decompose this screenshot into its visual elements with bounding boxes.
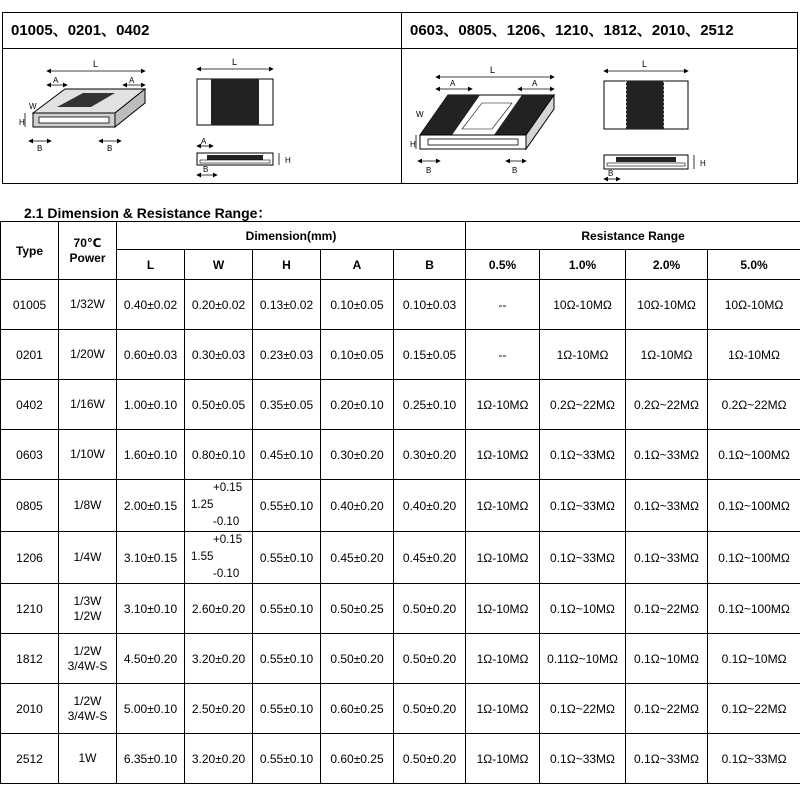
tol-header-0-5: 0.5% [466,250,540,280]
res-1-0-cell: 1Ω-10MΩ [540,330,626,380]
table-row [1,280,800,330]
dim-a-cell: 0.50±0.25 [321,584,394,634]
table-subheader-row [1,250,800,280]
large-package-drawing [402,49,797,183]
dim-w-cell: 0.20±0.02 [185,280,253,330]
res-0-5-cell: 1Ω-10MΩ [466,480,540,532]
dim-w-minus-tol: -0.10 [213,516,240,528]
dim-h-cell: 0.13±0.02 [253,280,321,330]
dim-l-cell: 6.35±0.10 [117,734,185,784]
dim-b-cell: 0.25±0.10 [394,380,466,430]
res-2-0-cell: 0.1Ω~33MΩ [626,734,708,784]
power-value: 1/32W [70,297,105,311]
svg-text:A: A [201,137,207,146]
dimension-resistance-table [0,221,800,784]
svg-text:L: L [642,59,648,69]
power-value: 1W [78,751,97,765]
small-package-title: 01005、0201、0402 [3,13,401,49]
small-chip-diagram [3,49,399,183]
res-0-5-cell: 1Ω-10MΩ [466,684,540,734]
large-chip-diagram [402,49,798,183]
svg-text:B: B [512,166,518,175]
res-5-0-cell: 1Ω-10MΩ [708,330,800,380]
small-package-panel [3,13,402,183]
power-cell [59,584,117,634]
power-value: 1/2W [73,643,102,658]
dim-a-cell: 0.20±0.10 [321,380,394,430]
res-0-5-cell: 1Ω-10MΩ [466,634,540,684]
type-cell: 0805 [1,480,59,532]
res-2-0-cell: 0.1Ω~22MΩ [626,584,708,634]
dim-w-minus-tol: -0.10 [213,568,240,580]
type-cell: 01005 [1,280,59,330]
svg-text:H: H [285,156,291,165]
table-row [1,584,800,634]
power-cell [59,634,117,684]
res-2-0-cell: 1Ω-10MΩ [626,330,708,380]
section-title: 2.1 Dimension & Resistance Range： [24,205,272,221]
res-0-5-cell: 1Ω-10MΩ [466,380,540,430]
res-1-0-cell: 0.2Ω~22MΩ [540,380,626,430]
power-cell [59,532,117,584]
package-header [2,12,798,184]
svg-text:L: L [490,65,496,75]
power-value: 1/10W [70,447,105,461]
res-1-0-cell: 0.11Ω~10MΩ [540,634,626,684]
large-package-panel [402,13,797,183]
dim-l-cell: 1.60±0.10 [117,430,185,480]
power-value: 1/20W [70,347,105,361]
table-row [1,734,800,784]
svg-text:L: L [232,57,238,67]
dim-h-cell: 0.55±0.10 [253,634,321,684]
power-cell [59,380,117,430]
type-header: Type [1,222,59,280]
res-5-0-cell: 0.1Ω~33MΩ [708,734,800,784]
svg-text:L: L [93,59,99,69]
dim-h-cell: 0.55±0.10 [253,734,321,784]
res-5-0-cell: 0.1Ω~10MΩ [708,634,800,684]
dim-b-cell: 0.15±0.05 [394,330,466,380]
dim-l-cell: 0.60±0.03 [117,330,185,380]
power-header: 70℃ Power [59,222,117,280]
dim-h-cell: 0.55±0.10 [253,684,321,734]
power-cell [59,330,117,380]
table-row [1,532,800,584]
res-2-0-cell: 0.1Ω~22MΩ [626,684,708,734]
type-cell: 0603 [1,430,59,480]
type-cell: 0201 [1,330,59,380]
res-5-0-cell: 0.1Ω~100MΩ [708,584,800,634]
small-package-drawing [3,49,401,183]
type-cell: 2512 [1,734,59,784]
svg-text:B: B [426,166,432,175]
resistance-header: Resistance Range [466,222,800,250]
large-package-title: 0603、0805、1206、1210、1812、2010、2512 [402,13,797,49]
res-5-0-cell: 0.1Ω~22MΩ [708,684,800,734]
dim-b-cell: 0.50±0.20 [394,684,466,734]
dim-a-cell: 0.50±0.20 [321,634,394,684]
svg-text:H: H [700,159,706,168]
res-1-0-cell: 0.1Ω~33MΩ [540,734,626,784]
power-value: 1/8W [73,498,102,512]
dim-b-cell: 0.10±0.03 [394,280,466,330]
dim-header-l: L [117,250,185,280]
res-0-5-cell: 1Ω-10MΩ [466,734,540,784]
res-0-5-cell: 1Ω-10MΩ [466,430,540,480]
power-cell [59,280,117,330]
res-5-0-cell: 0.1Ω~100MΩ [708,532,800,584]
svg-text:H: H [410,140,416,149]
dim-h-cell: 0.23±0.03 [253,330,321,380]
dimension-header: Dimension(mm) [117,222,466,250]
dim-h-cell: 0.55±0.10 [253,584,321,634]
table-row [1,684,800,734]
dim-header-w: W [185,250,253,280]
dim-h-cell: 0.55±0.10 [253,480,321,532]
res-1-0-cell: 0.1Ω~33MΩ [540,480,626,532]
power-value: 1/16W [70,397,105,411]
dim-a-cell: 0.60±0.25 [321,684,394,734]
res-1-0-cell: 0.1Ω~33MΩ [540,430,626,480]
res-1-0-cell: 0.1Ω~10MΩ [540,584,626,634]
dim-w-nominal: 1.55 [191,551,214,563]
dim-a-cell: 0.40±0.20 [321,480,394,532]
type-cell: 0402 [1,380,59,430]
type-cell: 1206 [1,532,59,584]
dim-a-cell: 0.45±0.20 [321,532,394,584]
res-2-0-cell: 0.1Ω~10MΩ [626,634,708,684]
svg-text:W: W [416,110,424,119]
dim-w-cell: 3.20±0.20 [185,734,253,784]
dim-header-b: B [394,250,466,280]
power-cell [59,430,117,480]
power-cell [59,734,117,784]
dim-a-cell: 0.60±0.25 [321,734,394,784]
res-5-0-cell: 0.1Ω~100MΩ [708,430,800,480]
dim-b-cell: 0.40±0.20 [394,480,466,532]
res-1-0-cell: 10Ω-10MΩ [540,280,626,330]
res-0-5-cell: -- [466,330,540,380]
dim-l-cell: 3.10±0.15 [117,532,185,584]
res-2-0-cell: 0.1Ω~33MΩ [626,480,708,532]
type-cell: 1210 [1,584,59,634]
dim-w-cell: 2.60±0.20 [185,584,253,634]
res-1-0-cell: 0.1Ω~33MΩ [540,532,626,584]
res-5-0-cell: 0.1Ω~100MΩ [708,480,800,532]
tol-header-1-0: 1.0% [540,250,626,280]
table-row [1,480,800,532]
tol-header-5-0: 5.0% [708,250,800,280]
type-cell: 1812 [1,634,59,684]
table-row [1,330,800,380]
res-5-0-cell: 0.2Ω~22MΩ [708,380,800,430]
res-1-0-cell: 0.1Ω~22MΩ [540,684,626,734]
res-2-0-cell: 0.1Ω~33MΩ [626,430,708,480]
dim-l-cell: 4.50±0.20 [117,634,185,684]
dim-b-cell: 0.50±0.20 [394,634,466,684]
power-cell [59,684,117,734]
svg-text:A: A [450,79,456,88]
dim-a-cell: 0.10±0.05 [321,330,394,380]
power-value: 1/2W [73,693,102,708]
table-header-row [1,222,800,250]
dim-h-cell: 0.35±0.05 [253,380,321,430]
table-row [1,380,800,430]
svg-text:B: B [203,165,209,174]
res-0-5-cell: 1Ω-10MΩ [466,584,540,634]
table-row [1,430,800,480]
dim-l-cell: 5.00±0.10 [117,684,185,734]
power-value: 1/3W [73,593,102,608]
res-2-0-cell: 10Ω-10MΩ [626,280,708,330]
svg-text:W: W [29,102,37,111]
svg-text:A: A [129,76,135,85]
dim-w-plus-tol: +0.15 [213,482,243,494]
dim-a-cell: 0.10±0.05 [321,280,394,330]
dim-w-cell: 0.80±0.10 [185,430,253,480]
dim-l-cell: 2.00±0.15 [117,480,185,532]
svg-text:A: A [53,76,59,85]
svg-text:H: H [19,118,25,127]
dim-w-cell [185,480,253,532]
dim-header-h: H [253,250,321,280]
power-cell [59,480,117,532]
dim-b-cell: 0.45±0.20 [394,532,466,584]
dim-h-cell: 0.55±0.10 [253,532,321,584]
dim-b-cell: 0.50±0.20 [394,584,466,634]
dim-header-a: A [321,250,394,280]
table-body [1,280,800,784]
dim-w-cell: 0.50±0.05 [185,380,253,430]
dim-l-cell: 1.00±0.10 [117,380,185,430]
dim-h-cell: 0.45±0.10 [253,430,321,480]
power-value: 3/4W-S [67,658,108,673]
dim-b-cell: 0.30±0.20 [394,430,466,480]
res-5-0-cell: 10Ω-10MΩ [708,280,800,330]
dim-w-cell: 3.20±0.20 [185,634,253,684]
power-value: 1/2W [73,608,102,623]
svg-text:B: B [37,144,43,153]
dim-w-cell [185,532,253,584]
power-value: 3/4W-S [67,708,108,723]
dim-w-cell: 2.50±0.20 [185,684,253,734]
dim-a-cell: 0.30±0.20 [321,430,394,480]
svg-text:B: B [608,169,614,178]
res-0-5-cell: 1Ω-10MΩ [466,532,540,584]
dim-l-cell: 3.10±0.10 [117,584,185,634]
dim-b-cell: 0.50±0.20 [394,734,466,784]
res-0-5-cell: -- [466,280,540,330]
dim-w-cell: 0.30±0.03 [185,330,253,380]
table-row [1,634,800,684]
svg-text:B: B [107,144,113,153]
tol-header-2-0: 2.0% [626,250,708,280]
dim-l-cell: 0.40±0.02 [117,280,185,330]
power-value: 1/4W [73,550,102,564]
type-cell: 2010 [1,684,59,734]
res-2-0-cell: 0.1Ω~33MΩ [626,532,708,584]
dim-w-plus-tol: +0.15 [213,534,243,546]
res-2-0-cell: 0.2Ω~22MΩ [626,380,708,430]
dim-w-nominal: 1.25 [191,499,214,511]
svg-text:A: A [532,79,538,88]
